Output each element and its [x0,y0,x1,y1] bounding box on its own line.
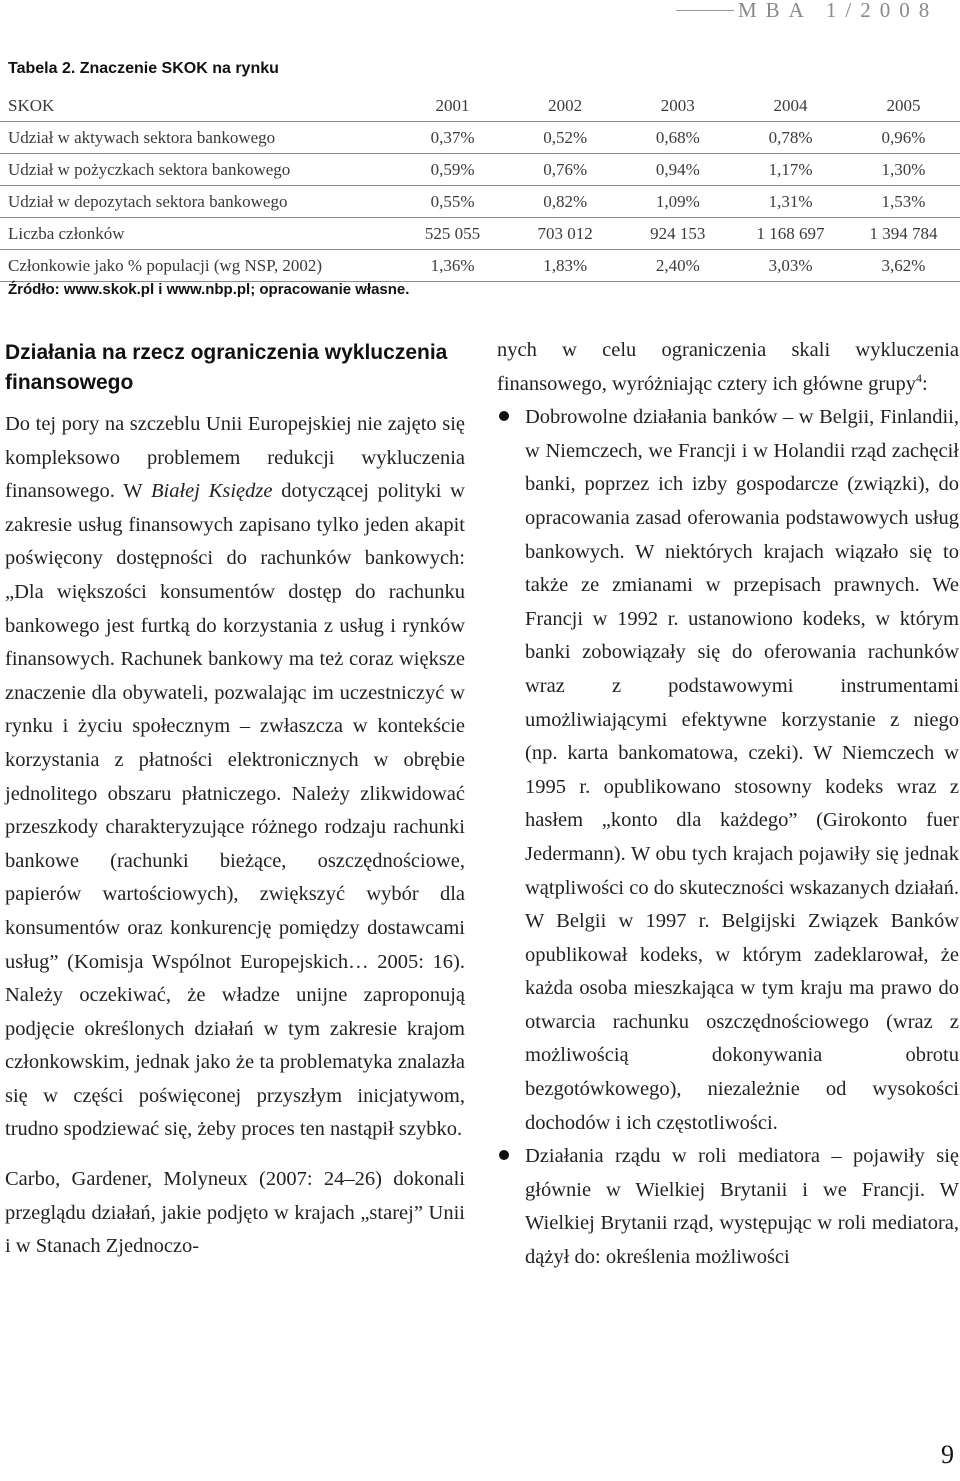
bullet-icon [499,1150,509,1160]
table-cell: 0,68% [655,127,700,147]
table-cell: 924 153 [650,223,706,243]
table-row [0,122,960,154]
table-cell: 1,30% [881,159,926,179]
right-column [497,334,959,1275]
paragraph-text: : [921,372,928,395]
header-rule-left [676,10,734,11]
table-cell: 1,09% [655,191,700,211]
table-cell: 0,78% [768,127,813,147]
column-header: 2001 [396,90,509,122]
row-label: Udział w depozytach sektora bankowego [8,191,288,211]
table-cell: 0,37% [430,127,475,147]
table-cell: 0,76% [543,159,588,179]
bullet-icon [499,411,509,421]
column-header: 2005 [847,90,960,122]
column-header: SKOK [0,90,396,122]
table-cell: 1,53% [881,191,926,211]
paragraph-text: nych w celu ograniczenia skali wykluczenia finansowego, wyróżniając cztery ich główne grupy [497,339,959,395]
table-cell: 0,59% [430,159,475,179]
row-label: Liczba członków [8,223,125,243]
table-header-row [0,90,960,122]
table-cell: 525 055 [424,223,481,243]
table-row [0,218,960,250]
page-number: 9 [941,1440,954,1469]
row-label: Członkowie jako % populacji (wg NSP, 2002) [8,255,322,275]
table-cell: 703 012 [537,223,593,243]
italic-title: Białej Księdze [151,480,273,503]
list-item [497,1140,959,1274]
section-heading: Działania na rzecz ograniczenia wykluczenia finansowego [5,341,448,394]
list-item-text: Dobrowolne działania banków – w Belgii, Finlandii, w Niemczech, we Francji i w Holandii rząd zachęcił banki, poprzez ich izby gospodarcze (związki), do opracowania zasad oferowania podstawowych usług bankowych. W niektórych krajach wiązało się to także ze zmianami w przepisach prawnych. We Francji w 1992 r. ustanowiono kodeks, w którym banki zobowiązały się do oferowania rachunków wraz z podstawowymi instrumentami umożliwiającymi efektywne korzystanie z niego (np. karta bankomatowa, czeki). W Niemczech w 1995 r. opublikowano stosowny kodeks wraz z hasłem „konto dla każdego” (Girokonto fuer Jedermann). W obu tych krajach pojawiły się jednak wątpliwości co do skuteczności wskazanych działań. W Belgii w 1997 r. Belgijski Związek Banków opublikował kodeks, w którym zadeklarował, że każda osoba mieszkająca w tym kraju ma prawo do otwarcia rachunku oszczędnościowego (wraz z możliwością dokonywania obrotu bezgotówkowego), niezależnie od wysokości dochodów i ich częstotliwości. [525,406,959,1134]
left-column [5,334,465,1264]
table-cell: 0,94% [655,159,700,179]
table-cell: 0,96% [881,127,926,147]
column-header: 2002 [509,90,622,122]
row-label: Udział w aktywach sektora bankowego [8,127,276,147]
running-title: MBA 1/2008 [738,0,939,22]
table-cell: 1,31% [768,191,813,211]
table-row [0,250,960,282]
body-paragraph: Carbo, Gardener, Molyneux (2007: 24–26) dokonali przeglądu działań, jakie podjęto w krajach „starej” Unii i w Stanach Zjednoczo- [5,1168,465,1258]
list-item [497,401,959,1140]
table-cell: 0,55% [430,191,475,211]
column-header: 2004 [734,90,847,122]
table-cell: 1 168 697 [756,223,825,243]
table-cell: 1 394 784 [869,223,938,243]
table-cell: 1,83% [543,255,588,275]
bullet-list [497,401,959,1274]
skok-table [0,90,960,282]
column-header: 2003 [621,90,734,122]
body-paragraph [5,408,465,1147]
table-cell: 3,62% [881,255,926,275]
table-caption: Tabela 2. Znaczenie SKOK na rynku [8,60,279,77]
body-paragraph [497,334,959,401]
table-source: Źródło: www.skok.pl i www.nbp.pl; opracowanie własne. [8,281,410,298]
paragraph-text: Do tej pory na szczeblu Unii Europejskiej nie zajęto się kompleksowo problemem redukcji wykluczenia finansowego. W [5,413,465,503]
row-label: Udział w pożyczkach sektora bankowego [8,159,291,179]
footnote-marker: 4 [915,370,922,385]
table-cell: 3,03% [768,255,813,275]
table-cell: 1,36% [430,255,475,275]
running-header [0,0,960,22]
table-cell: 2,40% [655,255,700,275]
table-row [0,186,960,218]
table-cell: 0,52% [543,127,588,147]
table-cell: 0,82% [543,191,588,211]
table-row [0,154,960,186]
list-item-text: Działania rządu w roli mediatora – pojawiły się głównie w Wielkiej Brytanii i we Francji. W Wielkiej Brytanii rząd, występując w roli mediatora, dążył do: określenia możliwości [525,1145,959,1269]
paragraph-text: dotyczącej polityki w zakresie usług finansowych zapisano tylko jeden akapit poświęcony dostępności do rachunków bankowych: „Dla większości konsumentów dostęp do rachunku bankowego jest furtką do korzystania z usług i rynków finansowych. Rachunek bankowy ma też coraz większe znaczenie dla obywateli, pozwalając im uczestniczyć w rynku i życiu społecznym – zwłaszcza w kontekście korzystania z płatności elektronicznych w obrębie jednolitego obszaru płatniczego. Należy zlikwidować przeszkody charakteryzujące różnego rodzaju rachunki bankowe (rachunki bieżące, oszczędnościowe, papierów wartościowych), zwiększyć wybór dla konsumentów oraz konkurencję pomiędzy dostawcami usług” (Komisja Wspólnot Europejskich… 2005: 16). Należy oczekiwać, że władze unijne zaproponują podjęcie określonych działań w tym zakresie krajom członkowskim, jednak jako że ta problematyka znalazła się w części poświęconej przyszłym inicjatywom, trudno spodziewać się, żeby proces ten nastąpił szybko. [5,480,465,1141]
table-cell: 1,17% [768,159,813,179]
